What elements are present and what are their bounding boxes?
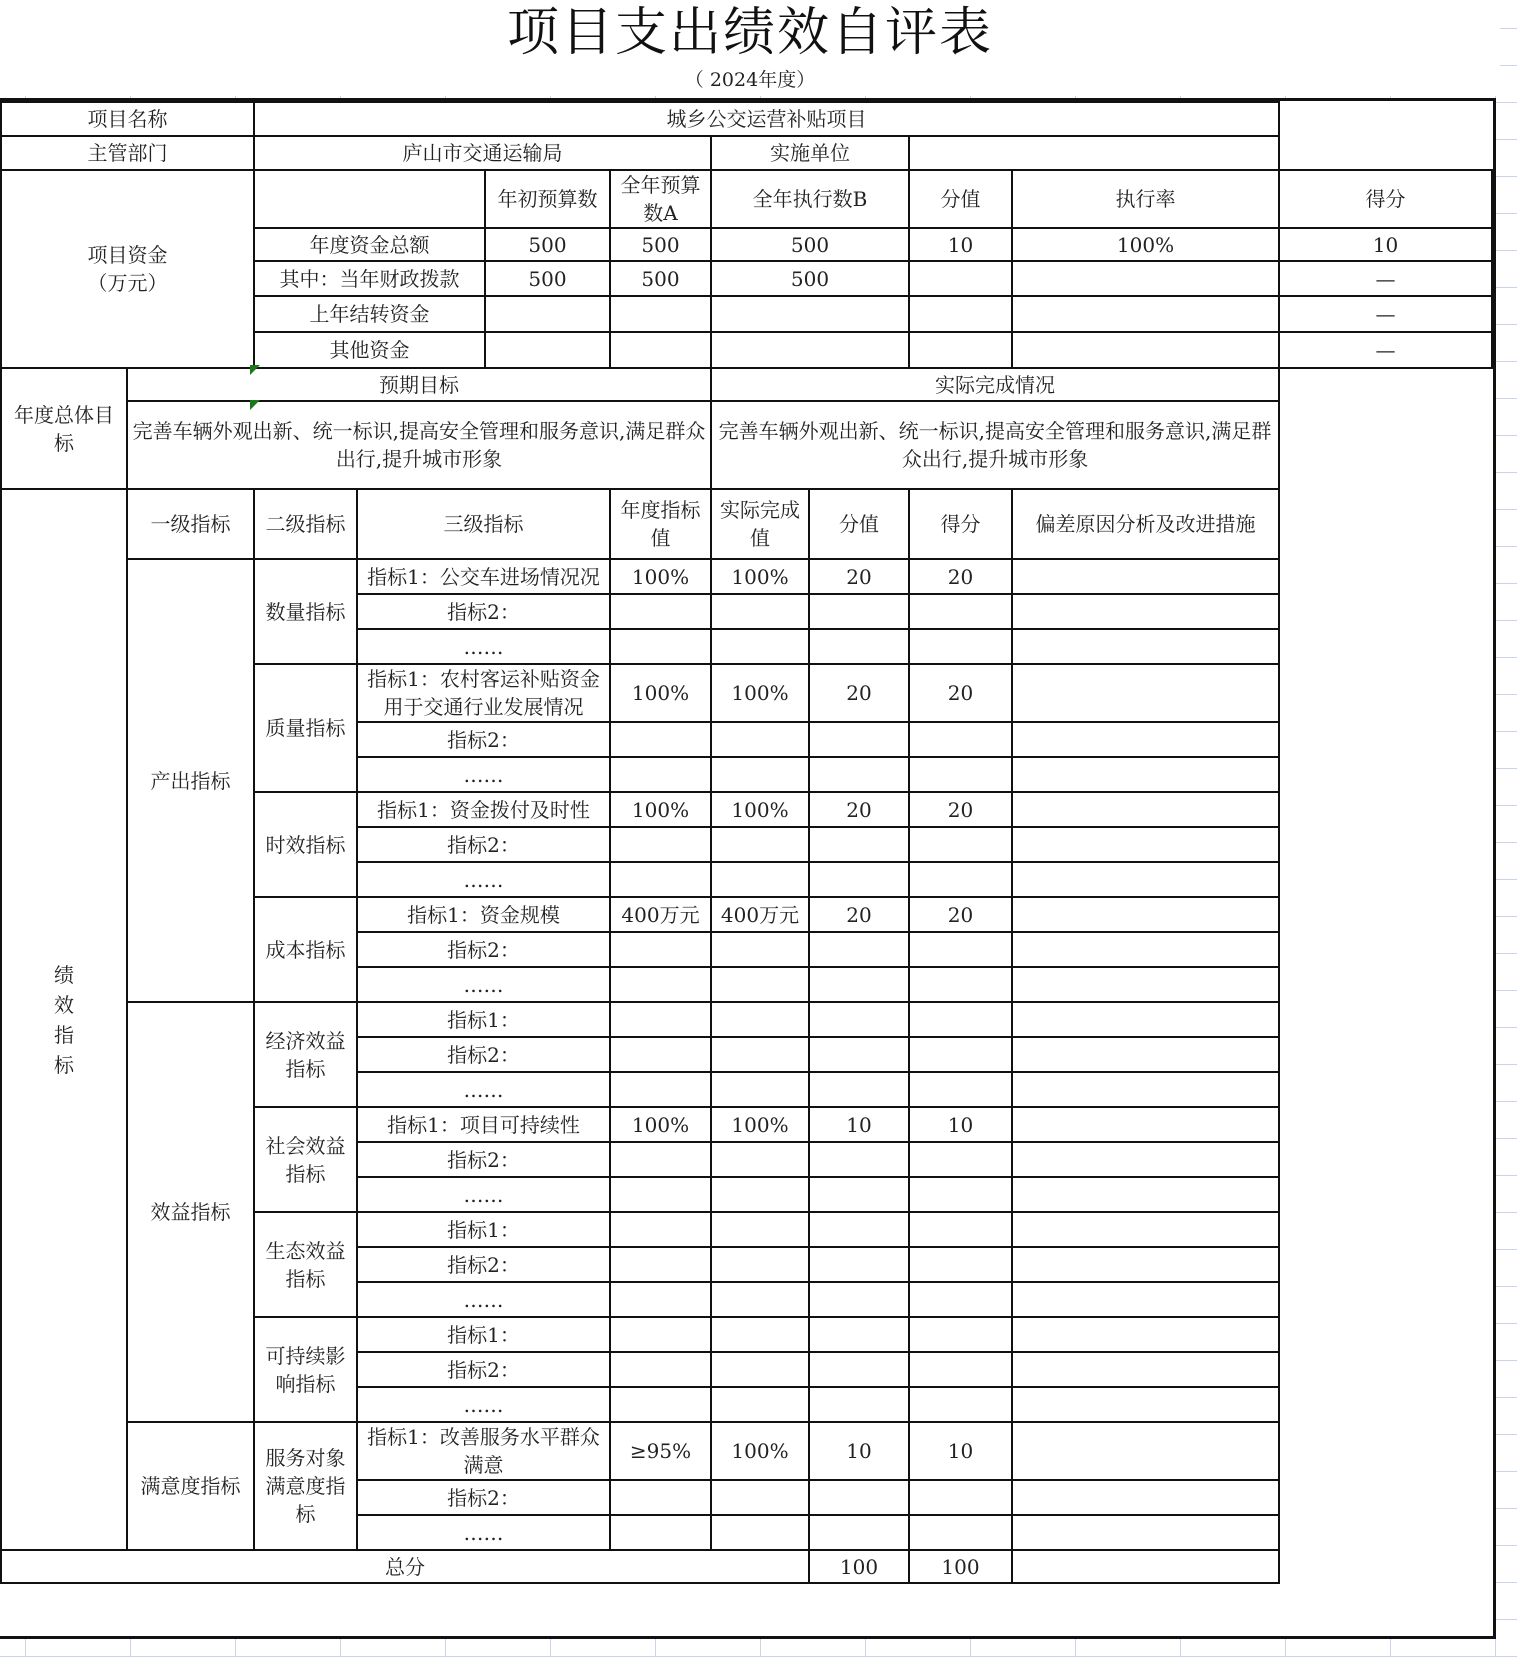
performance-indicators-label[interactable]: 绩效指标 (1, 489, 127, 1550)
funds-init-cell[interactable] (485, 296, 610, 332)
indicator-score-cell[interactable] (909, 932, 1012, 967)
deviation-reason-cell[interactable] (1012, 629, 1279, 664)
indicator-score-cell[interactable] (909, 1387, 1012, 1422)
indicator-score-value-cell[interactable] (809, 594, 909, 629)
funds-rate-cell[interactable] (1012, 296, 1279, 332)
indicator-score-value-cell[interactable] (809, 827, 909, 862)
indicator-score-value-cell[interactable] (809, 1212, 909, 1247)
deviation-reason-cell[interactable] (1012, 1072, 1279, 1107)
deviation-reason-cell[interactable] (1012, 1352, 1279, 1387)
level3-indicator[interactable]: 指标2： (357, 932, 610, 967)
indicator-score-value-cell[interactable] (809, 1037, 909, 1072)
level3-indicator[interactable]: …… (357, 1072, 610, 1107)
indicator-score-cell[interactable] (909, 1002, 1012, 1037)
indicator-score-value-cell[interactable]: 20 (809, 897, 909, 932)
deviation-reason-cell[interactable] (1012, 1212, 1279, 1247)
indicator-score-value-cell[interactable] (809, 629, 909, 664)
target-value-cell[interactable] (610, 1142, 711, 1177)
indicator-score-cell[interactable] (909, 1480, 1012, 1515)
target-value-cell[interactable] (610, 629, 711, 664)
benefit-indicators-label[interactable]: 效益指标 (127, 1002, 254, 1422)
funds-score-value-cell[interactable] (909, 332, 1012, 368)
level2-indicator[interactable]: 质量指标 (254, 664, 357, 792)
indicator-score-cell[interactable] (909, 862, 1012, 897)
target-value-cell[interactable] (610, 1072, 711, 1107)
score-header[interactable]: 得分 (1279, 170, 1492, 228)
level3-indicator[interactable]: …… (357, 967, 610, 1002)
indicator-score-value-cell[interactable] (809, 862, 909, 897)
indicator-score-header[interactable]: 得分 (909, 489, 1012, 559)
deviation-reason-cell[interactable] (1012, 1247, 1279, 1282)
target-value-cell[interactable]: 400万元 (610, 897, 711, 932)
deviation-reason-cell[interactable] (1012, 1002, 1279, 1037)
deviation-reason-cell[interactable] (1012, 664, 1279, 722)
level2-indicator[interactable]: 时效指标 (254, 792, 357, 897)
funds-score-cell[interactable]: — (1279, 261, 1492, 296)
level3-indicator[interactable]: 指标1：项目可持续性 (357, 1107, 610, 1142)
actual-value-cell[interactable] (711, 1212, 809, 1247)
department-value[interactable]: 庐山市交通运输局 (254, 136, 711, 170)
total-reason-cell[interactable] (1012, 1550, 1279, 1583)
level3-indicator[interactable]: 指标1：公交车进场情况况 (357, 559, 610, 594)
level2-indicator[interactable]: 社会效益指标 (254, 1107, 357, 1212)
level3-indicator[interactable]: …… (357, 1177, 610, 1212)
deviation-reason-cell[interactable] (1012, 827, 1279, 862)
total-score-label[interactable]: 总分 (1, 1550, 809, 1583)
funds-rate-cell[interactable]: 100% (1012, 228, 1279, 261)
level2-indicator[interactable]: 经济效益指标 (254, 1002, 357, 1107)
funds-annual-cell[interactable] (610, 332, 711, 368)
level3-indicator[interactable]: …… (357, 629, 610, 664)
deviation-reason-cell[interactable] (1012, 1387, 1279, 1422)
actual-value-cell[interactable] (711, 757, 809, 792)
deviation-reason-cell[interactable] (1012, 1177, 1279, 1212)
level3-header[interactable]: 三级指标 (357, 489, 610, 559)
actual-value-cell[interactable] (711, 1002, 809, 1037)
department-label[interactable]: 主管部门 (1, 136, 254, 170)
funds-exec-cell[interactable]: 500 (711, 261, 909, 296)
level2-indicator[interactable]: 成本指标 (254, 897, 357, 1002)
level3-indicator[interactable]: 指标2： (357, 1142, 610, 1177)
target-value-cell[interactable] (610, 1480, 711, 1515)
deviation-reason-cell[interactable] (1012, 559, 1279, 594)
indicator-score-cell[interactable]: 10 (909, 1422, 1012, 1480)
self-evaluation-sheet (0, 98, 1496, 1639)
level1-header[interactable]: 一级指标 (127, 489, 254, 559)
actual-value-cell[interactable] (711, 1142, 809, 1177)
funds-score-cell[interactable]: — (1279, 332, 1492, 368)
project-name-label[interactable]: 项目名称 (1, 102, 254, 136)
funds-header-blank[interactable] (254, 170, 485, 228)
level3-indicator[interactable]: 指标1：农村客运补贴资金用于交通行业发展情况 (357, 664, 610, 722)
level3-indicator[interactable]: 指标1： (357, 1002, 610, 1037)
target-value-cell[interactable]: 100% (610, 792, 711, 827)
annual-budget-header[interactable]: 全年预算数A (610, 170, 711, 228)
indicator-score-value-cell[interactable] (809, 1002, 909, 1037)
indicator-score-value-cell[interactable] (809, 722, 909, 757)
target-value-cell[interactable] (610, 1002, 711, 1037)
indicator-score-cell[interactable] (909, 1247, 1012, 1282)
deviation-reason-cell[interactable] (1012, 792, 1279, 827)
target-value-cell[interactable] (610, 1037, 711, 1072)
indicator-score-cell[interactable] (909, 1282, 1012, 1317)
target-value-header[interactable]: 年度指标值 (610, 489, 711, 559)
level2-indicator[interactable]: 生态效益指标 (254, 1212, 357, 1317)
target-value-cell[interactable] (610, 757, 711, 792)
actual-value-cell[interactable] (711, 827, 809, 862)
implementing-unit-value[interactable] (909, 136, 1279, 170)
actual-value-cell[interactable]: 100% (711, 1107, 809, 1142)
actual-value-cell[interactable]: 100% (711, 664, 809, 722)
deviation-reason-cell[interactable] (1012, 1480, 1279, 1515)
indicator-score-value-cell[interactable]: 10 (809, 1107, 909, 1142)
funds-row-label[interactable]: 其他资金 (254, 332, 485, 368)
level2-header[interactable]: 二级指标 (254, 489, 357, 559)
funds-init-cell[interactable]: 500 (485, 228, 610, 261)
funds-score-value-cell[interactable]: 10 (909, 228, 1012, 261)
level3-indicator[interactable]: …… (357, 1282, 610, 1317)
actual-value-cell[interactable]: 400万元 (711, 897, 809, 932)
satisfaction-indicators-label[interactable]: 满意度指标 (127, 1422, 254, 1550)
deviation-reason-cell[interactable] (1012, 897, 1279, 932)
indicator-score-value-cell[interactable] (809, 967, 909, 1002)
executed-header[interactable]: 全年执行数B (711, 170, 909, 228)
actual-value-cell[interactable] (711, 967, 809, 1002)
indicator-score-cell[interactable] (909, 1352, 1012, 1387)
indicator-score-cell[interactable] (909, 1515, 1012, 1550)
report-year: （ 2024年度） (0, 66, 1500, 96)
indicator-score-value-cell[interactable] (809, 1072, 909, 1107)
indicator-score-cell[interactable] (909, 1317, 1012, 1352)
indicator-score-cell[interactable]: 20 (909, 897, 1012, 932)
deviation-reason-cell[interactable] (1012, 1037, 1279, 1072)
funds-score-cell[interactable]: — (1279, 296, 1492, 332)
funds-rate-cell[interactable] (1012, 332, 1279, 368)
deviation-reason-cell[interactable] (1012, 967, 1279, 1002)
actual-value-cell[interactable] (711, 1352, 809, 1387)
deviation-reason-cell[interactable] (1012, 1515, 1279, 1550)
funds-row-label[interactable]: 其中：当年财政拨款 (254, 261, 485, 296)
cell-comment-marker (250, 400, 260, 410)
indicator-score-value-cell[interactable] (809, 1515, 909, 1550)
output-indicators-label[interactable]: 产出指标 (127, 559, 254, 1002)
target-value-cell[interactable]: 100% (610, 559, 711, 594)
funds-score-value-cell[interactable] (909, 261, 1012, 296)
deviation-reason-cell[interactable] (1012, 757, 1279, 792)
target-value-cell[interactable] (610, 722, 711, 757)
level3-indicator[interactable]: 指标2： (357, 1352, 610, 1387)
indicator-score-value-cell[interactable] (809, 757, 909, 792)
indicator-score-value-cell[interactable] (809, 1352, 909, 1387)
target-value-cell[interactable] (610, 1515, 711, 1550)
indicator-score-value-cell[interactable] (809, 1317, 909, 1352)
funds-annual-cell[interactable] (610, 296, 711, 332)
expected-goal-text[interactable]: 完善车辆外观出新、统一标识,提高安全管理和服务意识,满足群众出行,提升城市形象 (127, 401, 711, 489)
target-value-cell[interactable] (610, 1387, 711, 1422)
indicator-score-value-cell[interactable]: 20 (809, 559, 909, 594)
target-value-cell[interactable]: ≥95% (610, 1422, 711, 1480)
funds-exec-cell[interactable] (711, 332, 909, 368)
indicator-score-cell[interactable] (909, 827, 1012, 862)
indicator-score-cell[interactable] (909, 1037, 1012, 1072)
level2-indicator[interactable]: 可持续影响指标 (254, 1317, 357, 1422)
cell-comment-marker (250, 365, 260, 375)
actual-value-cell[interactable] (711, 1480, 809, 1515)
indicator-score-cell[interactable]: 10 (909, 1107, 1012, 1142)
expected-goal-header[interactable]: 预期目标 (127, 368, 711, 401)
actual-value-cell[interactable] (711, 1282, 809, 1317)
target-value-cell[interactable] (610, 827, 711, 862)
indicator-score-cell[interactable] (909, 967, 1012, 1002)
indicator-score-cell[interactable]: 20 (909, 559, 1012, 594)
actual-value-cell[interactable] (711, 1247, 809, 1282)
funds-label[interactable]: 项目资金 （万元） (1, 170, 254, 368)
actual-value-cell[interactable] (711, 594, 809, 629)
target-value-cell[interactable]: 100% (610, 1107, 711, 1142)
deviation-reason-cell[interactable] (1012, 1422, 1279, 1480)
indicator-score-cell[interactable] (909, 1177, 1012, 1212)
target-value-cell[interactable] (610, 1317, 711, 1352)
target-value-cell[interactable] (610, 967, 711, 1002)
target-value-cell[interactable]: 100% (610, 664, 711, 722)
indicator-score-cell[interactable] (909, 1212, 1012, 1247)
total-score[interactable]: 100 (909, 1550, 1012, 1583)
actual-value-cell[interactable]: 100% (711, 792, 809, 827)
annual-goal-label[interactable]: 年度总体目标 (1, 368, 127, 489)
indicator-score-value-cell[interactable] (809, 1142, 909, 1177)
project-name-value[interactable]: 城乡公交运营补贴项目 (254, 102, 1279, 136)
target-value-cell[interactable] (610, 594, 711, 629)
target-value-cell[interactable] (610, 1177, 711, 1212)
score-value-header[interactable]: 分值 (909, 170, 1012, 228)
actual-completion-header[interactable]: 实际完成情况 (711, 368, 1279, 401)
funds-init-cell[interactable]: 500 (485, 261, 610, 296)
level3-indicator[interactable]: …… (357, 757, 610, 792)
indicator-score-cell[interactable] (909, 629, 1012, 664)
indicator-score-value-cell[interactable] (809, 1177, 909, 1212)
indicator-score-value-cell[interactable]: 20 (809, 664, 909, 722)
indicator-score-value-cell[interactable] (809, 1387, 909, 1422)
deviation-reason-cell[interactable] (1012, 862, 1279, 897)
deviation-reason-cell[interactable] (1012, 1107, 1279, 1142)
actual-value-cell[interactable] (711, 862, 809, 897)
actual-value-cell[interactable]: 100% (711, 1422, 809, 1480)
actual-value-cell[interactable] (711, 629, 809, 664)
indicator-score-value-cell[interactable]: 20 (809, 792, 909, 827)
level3-indicator[interactable]: 指标2： (357, 1480, 610, 1515)
deviation-reason-cell[interactable] (1012, 1317, 1279, 1352)
actual-value-cell[interactable] (711, 932, 809, 967)
level3-indicator[interactable]: 指标1：改善服务水平群众满意 (357, 1422, 610, 1480)
level3-indicator[interactable]: 指标1： (357, 1317, 610, 1352)
level3-indicator[interactable]: 指标1：资金拨付及时性 (357, 792, 610, 827)
level2-indicator[interactable]: 服务对象满意度指标 (254, 1422, 357, 1550)
actual-value-cell[interactable] (711, 1515, 809, 1550)
indicator-score-value-cell[interactable] (809, 1480, 909, 1515)
funds-annual-cell[interactable]: 500 (610, 228, 711, 261)
deviation-reason-cell[interactable] (1012, 594, 1279, 629)
target-value-cell[interactable] (610, 932, 711, 967)
funds-init-cell[interactable] (485, 332, 610, 368)
target-value-cell[interactable] (610, 1282, 711, 1317)
actual-value-cell[interactable] (711, 722, 809, 757)
funds-score-value-cell[interactable] (909, 296, 1012, 332)
indicator-score-value-header[interactable]: 分值 (809, 489, 909, 559)
level2-indicator[interactable]: 数量指标 (254, 559, 357, 664)
funds-score-cell[interactable]: 10 (1279, 228, 1492, 261)
level3-indicator[interactable]: 指标2： (357, 1037, 610, 1072)
init-budget-header[interactable]: 年初预算数 (485, 170, 610, 228)
actual-completion-text[interactable]: 完善车辆外观出新、统一标识,提高安全管理和服务意识,满足群众出行,提升城市形象 (711, 401, 1279, 489)
target-value-cell[interactable] (610, 862, 711, 897)
funds-rate-cell[interactable] (1012, 261, 1279, 296)
actual-value-cell[interactable] (711, 1072, 809, 1107)
indicator-score-cell[interactable] (909, 1072, 1012, 1107)
execution-rate-header[interactable]: 执行率 (1012, 170, 1279, 228)
level3-indicator[interactable]: …… (357, 862, 610, 897)
deviation-reason-cell[interactable] (1012, 1282, 1279, 1317)
level3-indicator[interactable]: …… (357, 1515, 610, 1550)
indicator-score-cell[interactable] (909, 722, 1012, 757)
level3-indicator[interactable]: …… (357, 1387, 610, 1422)
implementing-unit-label[interactable]: 实施单位 (711, 136, 909, 170)
target-value-cell[interactable] (610, 1352, 711, 1387)
actual-value-cell[interactable] (711, 1037, 809, 1072)
funds-exec-cell[interactable]: 500 (711, 228, 909, 261)
indicator-score-cell[interactable]: 20 (909, 664, 1012, 722)
level3-indicator[interactable]: 指标2： (357, 594, 610, 629)
indicator-score-value-cell[interactable]: 10 (809, 1422, 909, 1480)
deviation-reason-cell[interactable] (1012, 932, 1279, 967)
actual-value-header[interactable]: 实际完成值 (711, 489, 809, 559)
evaluation-table (0, 101, 1493, 1584)
level3-indicator[interactable]: 指标1：资金规模 (357, 897, 610, 932)
funds-row-label[interactable]: 年度资金总额 (254, 228, 485, 261)
sheet-title: 项目支出绩效自评表 (0, 0, 1500, 66)
funds-exec-cell[interactable] (711, 296, 909, 332)
funds-row-label[interactable]: 上年结转资金 (254, 296, 485, 332)
indicator-score-cell[interactable] (909, 1142, 1012, 1177)
indicator-score-value-cell[interactable] (809, 1282, 909, 1317)
indicator-score-cell[interactable] (909, 594, 1012, 629)
level3-indicator[interactable]: 指标2： (357, 722, 610, 757)
indicator-score-cell[interactable]: 20 (909, 792, 1012, 827)
level3-indicator[interactable]: 指标1： (357, 1212, 610, 1247)
deviation-reason-cell[interactable] (1012, 1142, 1279, 1177)
level3-indicator[interactable]: 指标2： (357, 827, 610, 862)
deviation-reason-cell[interactable] (1012, 722, 1279, 757)
actual-value-cell[interactable]: 100% (711, 559, 809, 594)
level3-indicator[interactable]: 指标2： (357, 1247, 610, 1282)
target-value-cell[interactable] (610, 1247, 711, 1282)
total-score-value[interactable]: 100 (809, 1550, 909, 1583)
funds-annual-cell[interactable]: 500 (610, 261, 711, 296)
deviation-reason-header[interactable]: 偏差原因分析及改进措施 (1012, 489, 1279, 559)
indicator-score-cell[interactable] (909, 757, 1012, 792)
indicator-score-value-cell[interactable] (809, 932, 909, 967)
indicator-score-value-cell[interactable] (809, 1247, 909, 1282)
actual-value-cell[interactable] (711, 1177, 809, 1212)
actual-value-cell[interactable] (711, 1317, 809, 1352)
actual-value-cell[interactable] (711, 1387, 809, 1422)
target-value-cell[interactable] (610, 1212, 711, 1247)
